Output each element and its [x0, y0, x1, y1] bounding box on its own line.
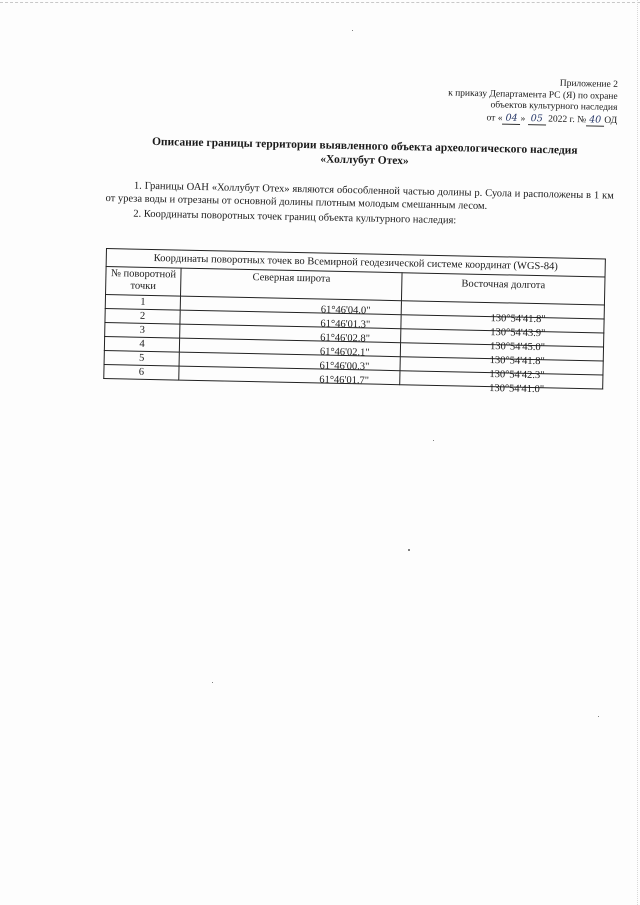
appendix-month: 05 [528, 113, 546, 125]
appendix-line-2: к приказу Департамента РС (Я) по охране [448, 87, 618, 102]
scan-speck [212, 682, 213, 683]
point-number: 2 [105, 308, 180, 324]
appendix-line-3: объектов культурного наследия [490, 100, 618, 113]
coordinates-table [103, 248, 606, 396]
latitude-value: 61°46'00.3" [179, 356, 400, 375]
coordinates-table-wrapper [103, 248, 606, 396]
longitude-value: 130°54'41.0" [400, 380, 603, 398]
appendix-number: 40 [586, 114, 604, 126]
point-number: 4 [104, 336, 179, 352]
latitude-value: 61°46'02.8" [180, 328, 401, 347]
scan-edge-top [0, 2, 640, 4]
header-point-number: № поворотной точки [106, 267, 182, 297]
longitude-value: 130°54'43.9" [401, 324, 604, 342]
body-text [105, 180, 614, 231]
latitude-value: 61°46'01.7" [179, 370, 400, 389]
paragraph-1: 1. Границы ОАН «Холлубут Отех» являются обособленной частью долины р. Суола и расположены в 1 км от уреза воды и отрезаны от основной долины плотным молодым смешанным лесом. [105, 180, 614, 212]
scan-speck [433, 440, 434, 441]
document-title [109, 134, 619, 173]
point-number: 5 [104, 350, 179, 366]
title-line-2: «Холлубут Отех» [320, 153, 409, 168]
title-line-1: Описание границы территории выявленного объекта археологического наследия [151, 135, 578, 157]
appendix-line-1: Приложение 2 [559, 78, 618, 90]
appendix-header [387, 75, 618, 127]
appendix-day: 04 [502, 112, 520, 124]
longitude-value: 130°54'42.3" [400, 366, 603, 384]
scan-speck [598, 716, 599, 717]
latitude-value: 61°46'01.3" [180, 314, 401, 333]
scan-edge-right [636, 0, 638, 905]
table-caption: Координаты поворотных точек во Всемирной геодезической системе координат (WGS-84) [106, 249, 605, 277]
point-number: 6 [104, 364, 179, 380]
paragraph-2: 2. Координаты поворотных точек границ объекта культурного наследия: [133, 208, 457, 227]
header-east-longitude: Восточная долгота [401, 273, 605, 305]
header-north-latitude: Северная широта [181, 268, 403, 301]
appendix-suffix: ОД [604, 115, 618, 126]
longitude-value: 130°54'45.0" [400, 338, 603, 356]
latitude-value: 61°46'04.0" [180, 300, 401, 319]
point-number: 3 [105, 322, 180, 338]
longitude-value: 130°54'41.8" [400, 352, 603, 370]
point-number: 1 [105, 295, 180, 311]
appendix-date-prefix: от « [486, 112, 503, 124]
latitude-value: 61°46'02.1" [179, 342, 400, 361]
appendix-date-mid: » [520, 113, 528, 124]
longitude-value: 130°54'41.8" [401, 310, 604, 328]
appendix-year: 2022 г. № [545, 113, 587, 125]
scan-speck [352, 30, 353, 31]
scan-speck [408, 549, 410, 551]
